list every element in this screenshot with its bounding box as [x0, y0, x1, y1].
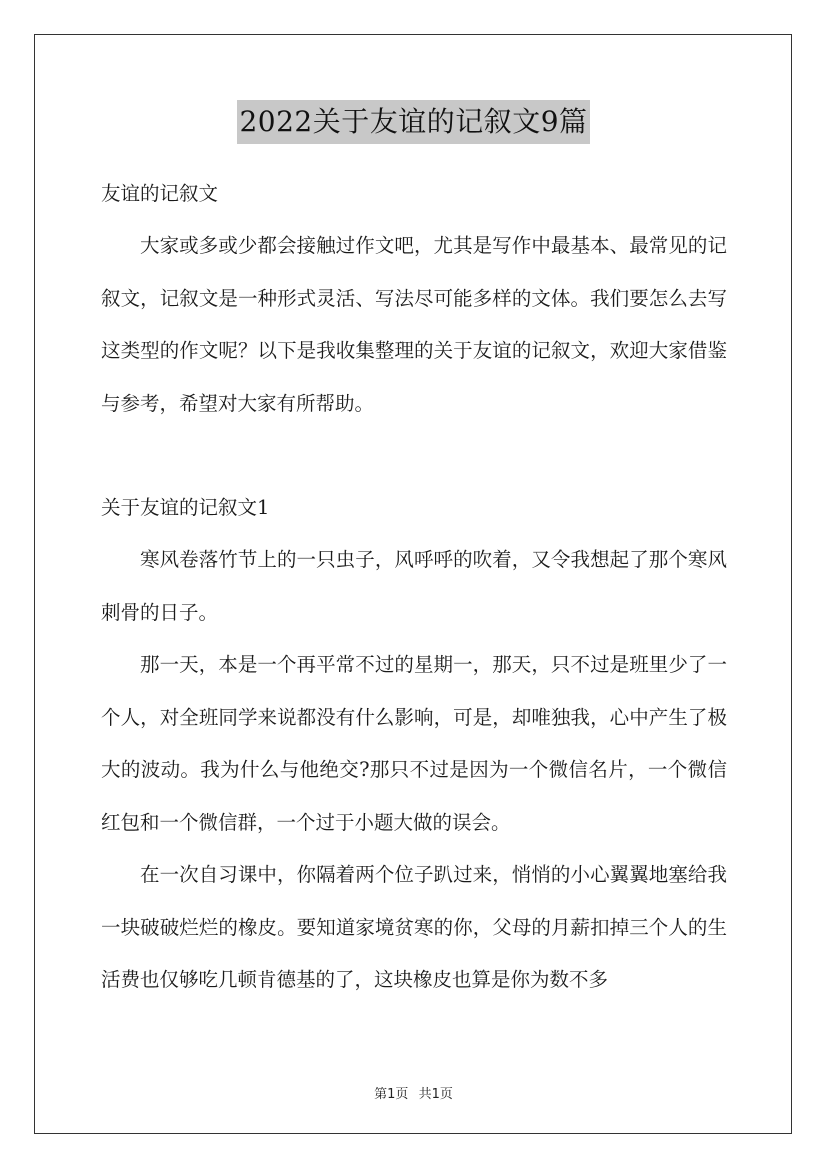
- essay1-heading: 关于友谊的记叙文1: [101, 496, 270, 519]
- essay1-paragraph-2: 那一天，本是一个再平常不过的星期一，那天，只不过是班里少了一个人，对全班同学来说都没有什么影响，可是，却唯独我，心中产生了极大的波动。我为什么与他绝交?那只不过是因为一个微信名片，一个微信红包和一个微信群，一个过于小题大做的误会。: [101, 653, 727, 834]
- essay1-paragraph-3: 在一次自习课中，你隔着两个位子趴过来，悄悄的小心翼翼地塞给我一块破破烂烂的橡皮。要知道家境贫寒的你，父母的月薪扣掉三个人的生活费也仅够吃几顿肯德基的了，这块橡皮也算是你为数不多: [101, 863, 727, 991]
- document-title: 2022关于友谊的记叙文9篇: [237, 100, 589, 144]
- intro-heading: 友谊的记叙文: [101, 182, 219, 205]
- page-footer: [0, 1083, 827, 1102]
- page-number-current: 第1页: [374, 1087, 409, 1102]
- intro-paragraph: 大家或多或少都会接触过作文吧，尤其是写作中最基本、最常见的记叙文，记叙文是一种形式灵活、写法尽可能多样的文体。我们要怎么去写这类型的作文呢？以下是我收集整理的关于友谊的记叙文，欢迎大家借鉴与参考，希望对大家有所帮助。: [101, 234, 727, 415]
- essay1-paragraph-1: 寒风卷落竹节上的一只虫子，风呼呼的吹着，又令我想起了那个寒风刺骨的日子。: [101, 548, 727, 624]
- page-number-total: 共1页: [418, 1087, 453, 1102]
- section-spacer: [101, 430, 727, 482]
- title-container: [0, 100, 827, 144]
- document-body: [101, 168, 727, 1007]
